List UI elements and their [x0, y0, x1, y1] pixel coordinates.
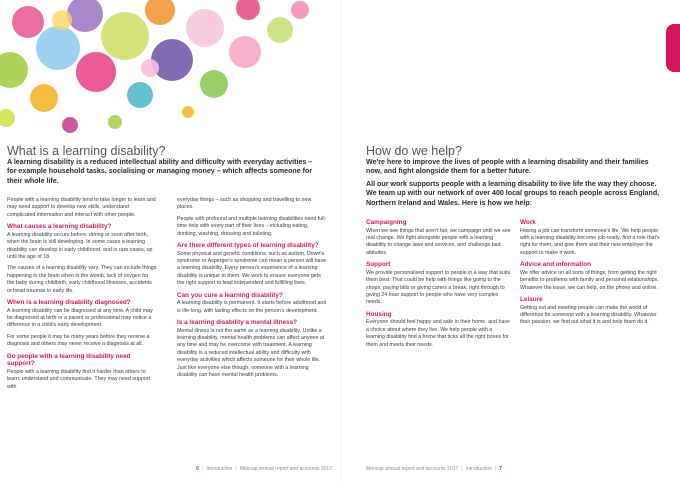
- leisure-paragraph: Getting out and meeting people can make the world of difference for someone with a learning disability. Whatever their passion, we find out what it is and help them do it.: [520, 304, 657, 326]
- page-title-what-is: What is a learning disability?: [7, 144, 166, 158]
- heading-housing: Housing: [366, 310, 392, 318]
- causes-paragraph-2: The causes of a learning disability vary. They can include things happening to the brain when in the womb, lack of oxygen for the baby during childbirth, early childhood illnesses, accidents or head traumas in early life.: [7, 265, 157, 294]
- housing-paragraph: Everyone should feel happy and safe in their home, and have a choice about where they live. We help people with a learning disability find a home that ticks all the right boxes for them and meets their needs.: [366, 319, 510, 348]
- page-title-how-we-help: How do we help?: [366, 144, 462, 158]
- right-intro-text-1: We're here to improve the lives of people with a learning disability and their families now, and fight alongside them for a better future.: [366, 158, 649, 176]
- right-page: [340, 0, 680, 481]
- heading-leisure: Leisure: [520, 296, 543, 304]
- footer-report-right: Mencap annual report and accounts 2017: [366, 466, 459, 472]
- heading-advice: Advice and information: [520, 261, 592, 269]
- causes-paragraph-1: A learning disability occurs before, during or soon after birth, when the brain is still developing. In some cases a learning disability can develop in early childhood, and in rare cases, up until the age of 18.: [7, 231, 153, 261]
- left-column-2: [177, 197, 327, 384]
- page-number-right: 7: [499, 466, 502, 472]
- types-paragraph: Some physical and genetic conditions, such as autism, Down's syndrome or Asperger's syndrome can mean a person will have a learning disability. Every person's experience of a learning disability is unique to them. We work to ensure everyone gets the right support to lead independent and fulfilling lives.: [177, 250, 327, 287]
- left-col1-paragraph-1: People with a learning disability tend to take longer to learn and may need support to develop new skills, understand complicated information and interact with other people.: [7, 197, 156, 218]
- cure-paragraph: A learning disability is permanent. It starts before adulthood and is life-long, with lasting effects on the person's development.: [177, 300, 327, 314]
- section-tab-marker: [666, 24, 680, 72]
- diagnosed-paragraph-1: A learning disability can be diagnosed at any time. A child may be diagnosed at birth or a parent or professional may notice a difference in a child's early development.: [7, 307, 153, 329]
- advice-paragraph: We offer advice on all sorts of things, from getting the right benefits to problems with family and personal relationships. Whatever the issue, we can help, on the phone and online.: [520, 269, 659, 291]
- heading-support: Support: [366, 261, 391, 269]
- footer-report-left: Mencap annual report and accounts 2017: [239, 466, 332, 472]
- campaigning-paragraph: When we see things that aren't fair, we campaign until we see real change. We fight alongside people with a learning disability to change laws and services, and challenge bad attitudes.: [366, 227, 511, 256]
- diagnosed-paragraph-2: For some people it may be many years before they receive a diagnosis and others may never receive a diagnosis at all.: [7, 333, 150, 348]
- heading-campaigning: Campaigning: [366, 219, 407, 226]
- heading-cure: Can you cure a learning disability?: [177, 291, 283, 299]
- heading-work: Work: [520, 219, 536, 226]
- right-column-1: [366, 219, 511, 353]
- right-footer: Mencap annual report and accounts 2017 | Introduction | 7: [366, 466, 502, 472]
- support-continued-paragraph: everyday things – such as shopping and travelling to new places.: [177, 197, 312, 211]
- heading-different-types: Are there different types of learning disability?: [177, 242, 319, 250]
- decorative-bubbles-graphic: [0, 0, 340, 140]
- heading-need-support: Do people with a learning disability need support?: [7, 352, 131, 368]
- right-column-2: [520, 219, 668, 331]
- work-paragraph: Having a job can transform someone's life. We help people with a learning disability become job-ready, find a role that's right for them, and give them and their new employer the support to make it work.: [520, 227, 660, 256]
- profound-paragraph: People with profound and multiple learning disabilities need full-time help with every part of their lives – including eating, drinking, washing, dressing and toileting.: [177, 215, 327, 237]
- footer-section-right: Introduction: [465, 466, 492, 472]
- left-footer: 6 | Introduction | Mencap annual report and accounts 2017: [196, 466, 332, 472]
- heading-mental-illness: Is a learning disability a mental illness?: [177, 319, 298, 327]
- left-intro-text: A learning disability is a reduced intellectual ability and difficulty with everyday activities – for example household tasks, socialising or managing money – which affects someone for their whole life.: [7, 158, 313, 185]
- bubbles-illustration: [0, 0, 340, 140]
- support-paragraph: People with a learning disability find it harder than others to learn, understand and communicate. They may need support with: [7, 368, 151, 390]
- heading-when-diagnosed: When is a learning disability diagnosed?: [7, 299, 131, 307]
- page-number-left: 6: [196, 466, 199, 472]
- support-service-paragraph: We provide personalised support to people in a way that suits them best. That could be help with things like going to the shops, paying bills or giving carers a break, right through to giving 24 hour support to people who have very complex needs.: [366, 269, 511, 306]
- left-column-1: [7, 197, 157, 395]
- right-intro-text-2: All our work supports people with a learning disability to live life the way they choose. We team up with our network of over 400 local groups to reach people across England, Northern Ireland and Wales. Here is how we help:: [366, 180, 660, 207]
- footer-section-left: Introduction: [206, 466, 233, 472]
- mental-illness-paragraph: Mental illness is not the same as a learning disability. Unlike a learning disability, mental health problems can affect anyone at any time and may be overcome with treatment. A learning disability is a reduced intellectual ability and difficulty with everyday activities which affects someone for their whole life. Just like everyone else though, someone with a learning disability can have mental health problems.: [177, 327, 325, 379]
- heading-what-causes: What causes a learning disability?: [7, 223, 112, 231]
